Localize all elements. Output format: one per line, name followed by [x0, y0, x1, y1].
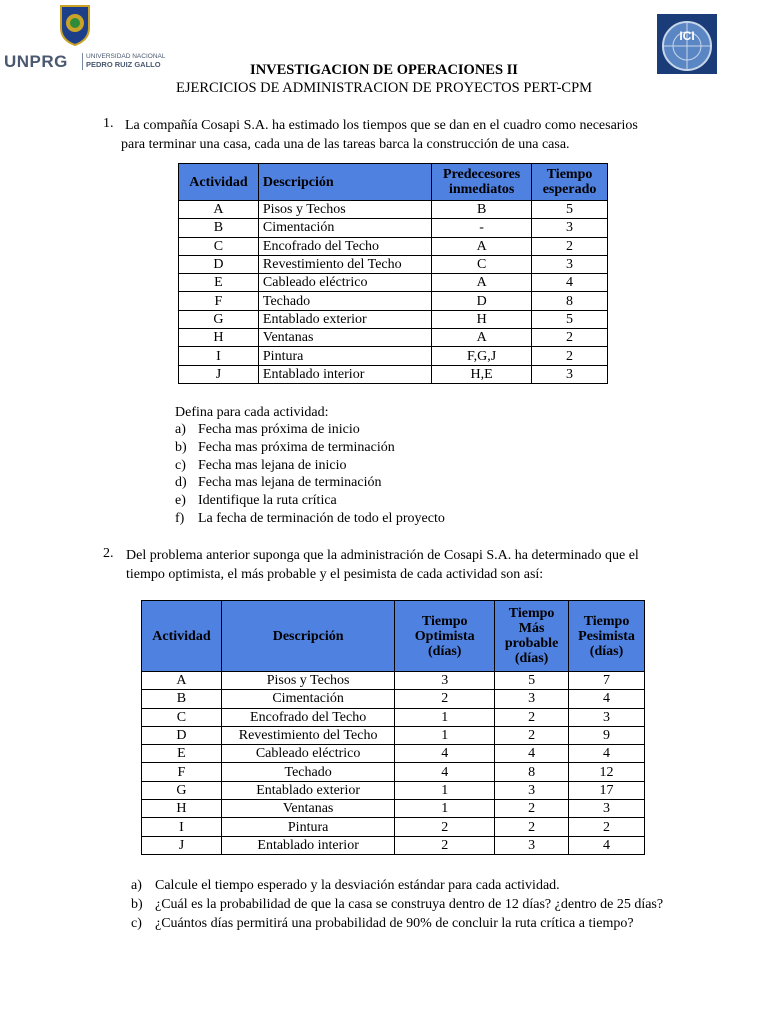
- table-cell: 7: [569, 672, 645, 690]
- table-cell: Techado: [258, 292, 431, 310]
- table-cell: H,E: [432, 365, 532, 383]
- table-cell: Entablado exterior: [258, 310, 431, 328]
- list-item: [175, 457, 445, 475]
- table-cell: 1: [395, 800, 495, 818]
- q1-header-cell: Predecesores inmediatos: [432, 164, 532, 201]
- list-item: [175, 510, 445, 528]
- table-row: [179, 329, 608, 347]
- logo-left-text: UNPRG: [4, 52, 68, 71]
- table-cell: J: [142, 836, 222, 854]
- table-cell: 3: [495, 781, 569, 799]
- list-item-label: c): [131, 916, 142, 931]
- list-item-text: Fecha mas lejana de terminación: [198, 475, 382, 491]
- table-cell: 3: [395, 672, 495, 690]
- logo-right-text: ICI: [679, 29, 695, 43]
- table-cell: 3: [532, 219, 608, 237]
- table-row: [142, 726, 645, 744]
- table-cell: E: [179, 274, 259, 292]
- table-cell: Revestimiento del Techo: [221, 726, 394, 744]
- table-cell: C: [142, 708, 222, 726]
- list-item: [175, 492, 445, 510]
- q2-table: [141, 600, 645, 855]
- table-row: [142, 781, 645, 799]
- table-cell: Pintura: [221, 818, 394, 836]
- table-cell: 2: [395, 690, 495, 708]
- table-cell: 2: [395, 836, 495, 854]
- list-item-label: c): [175, 457, 186, 473]
- table-cell: 1: [395, 708, 495, 726]
- table-row: [179, 274, 608, 292]
- table-cell: 2: [495, 726, 569, 744]
- table-cell: -: [432, 219, 532, 237]
- table-cell: Cableado eléctrico: [258, 274, 431, 292]
- logo-left-subtext: UNIVERSIDAD NACIONAL PEDRO RUIZ GALLO: [82, 53, 165, 70]
- table-cell: H: [432, 310, 532, 328]
- table-cell: Encofrado del Techo: [258, 237, 431, 255]
- q1-table: [178, 163, 608, 384]
- table-cell: 2: [532, 237, 608, 255]
- q2-header-cell: Descripción: [221, 601, 394, 672]
- table-cell: 2: [569, 818, 645, 836]
- table-cell: Cableado eléctrico: [221, 745, 394, 763]
- table-cell: Revestimiento del Techo: [258, 255, 431, 273]
- q1-header-cell: Descripción: [258, 164, 431, 201]
- q1-text-line1: La compañía Cosapi S.A. ha estimado los tiempos que se dan en el cuadro como necesarios: [125, 118, 638, 133]
- table-cell: 3: [495, 690, 569, 708]
- table-cell: 1: [395, 726, 495, 744]
- table-cell: Ventanas: [258, 329, 431, 347]
- q2-item-list: [131, 876, 667, 933]
- q1-text-line2: para terminar una casa, cada una de las tareas barca la construcción de una casa.: [121, 137, 570, 152]
- q1-number: 1.: [103, 116, 114, 131]
- table-cell: Pisos y Techos: [258, 201, 431, 219]
- table-row: [179, 237, 608, 255]
- list-item-text: Identifique la ruta crítica: [198, 493, 337, 509]
- table-cell: 4: [495, 745, 569, 763]
- table-cell: B: [142, 690, 222, 708]
- table-cell: 8: [495, 763, 569, 781]
- q2-number: 2.: [103, 546, 114, 561]
- table-cell: A: [432, 237, 532, 255]
- table-cell: C: [432, 255, 532, 273]
- table-cell: Techado: [221, 763, 394, 781]
- list-item-text: Calcule el tiempo esperado y la desviación estándar para cada actividad.: [155, 878, 560, 893]
- list-item: [175, 421, 445, 439]
- table-cell: 4: [395, 745, 495, 763]
- table-cell: I: [142, 818, 222, 836]
- table-cell: A: [432, 274, 532, 292]
- table-cell: D: [142, 726, 222, 744]
- table-cell: 3: [532, 365, 608, 383]
- table-cell: 1: [395, 781, 495, 799]
- table-cell: 4: [569, 690, 645, 708]
- q2-header-cell: Actividad: [142, 601, 222, 672]
- table-cell: D: [179, 255, 259, 273]
- list-item: [131, 876, 667, 895]
- q2-header-cell: Tiempo Pesimista (días): [569, 601, 645, 672]
- table-cell: F: [142, 763, 222, 781]
- table-cell: G: [179, 310, 259, 328]
- list-item: [175, 474, 445, 492]
- table-cell: D: [432, 292, 532, 310]
- q2-text-line1: Del problema anterior suponga que la administración de Cosapi S.A. ha determinado que el: [126, 548, 639, 563]
- list-item-text: ¿Cuántos días permitirá una probabilidad de 90% de concluir la ruta crítica a tiempo?: [155, 916, 634, 931]
- table-cell: Cimentación: [258, 219, 431, 237]
- table-cell: 5: [532, 201, 608, 219]
- table-cell: 2: [495, 818, 569, 836]
- table-cell: 12: [569, 763, 645, 781]
- q2-header-cell: Tiempo Optimista (días): [395, 601, 495, 672]
- table-cell: I: [179, 347, 259, 365]
- table-row: [142, 800, 645, 818]
- table-row: [142, 672, 645, 690]
- table-row: [179, 292, 608, 310]
- list-item: [175, 439, 445, 457]
- table-cell: J: [179, 365, 259, 383]
- table-cell: Ventanas: [221, 800, 394, 818]
- table-row: [142, 708, 645, 726]
- table-cell: 3: [569, 800, 645, 818]
- table-cell: G: [142, 781, 222, 799]
- table-cell: 3: [569, 708, 645, 726]
- table-cell: E: [142, 745, 222, 763]
- table-row: [142, 836, 645, 854]
- list-item-label: e): [175, 493, 186, 509]
- list-item-label: a): [131, 878, 142, 893]
- table-cell: Entablado interior: [221, 836, 394, 854]
- list-item: [131, 895, 667, 914]
- table-cell: 9: [569, 726, 645, 744]
- table-row: [179, 219, 608, 237]
- table-cell: 17: [569, 781, 645, 799]
- table-cell: H: [179, 329, 259, 347]
- table-row: [142, 763, 645, 781]
- table-cell: A: [179, 201, 259, 219]
- q2-text-line2: tiempo optimista, el más probable y el pesimista de cada actividad son así:: [126, 567, 544, 582]
- table-cell: 4: [569, 745, 645, 763]
- list-item: [131, 914, 667, 933]
- list-item-label: d): [175, 475, 187, 491]
- table-cell: B: [179, 219, 259, 237]
- table-cell: B: [432, 201, 532, 219]
- table-row: [142, 690, 645, 708]
- table-cell: 4: [395, 763, 495, 781]
- table-cell: 2: [395, 818, 495, 836]
- table-cell: 2: [532, 329, 608, 347]
- table-cell: 2: [495, 800, 569, 818]
- q1-header-cell: Tiempo esperado: [532, 164, 608, 201]
- table-cell: 5: [495, 672, 569, 690]
- table-cell: 8: [532, 292, 608, 310]
- table-cell: 2: [495, 708, 569, 726]
- table-cell: F,G,J: [432, 347, 532, 365]
- table-row: [179, 310, 608, 328]
- page-title: INVESTIGACION DE OPERACIONES II: [250, 62, 518, 78]
- table-cell: 5: [532, 310, 608, 328]
- table-cell: C: [179, 237, 259, 255]
- list-item-label: a): [175, 422, 186, 437]
- table-cell: 4: [569, 836, 645, 854]
- q1-define-intro: Defina para cada actividad:: [175, 405, 329, 420]
- table-cell: A: [432, 329, 532, 347]
- q1-header-cell: Actividad: [179, 164, 259, 201]
- table-cell: Pisos y Techos: [221, 672, 394, 690]
- list-item-label: b): [175, 439, 187, 455]
- crest-icon: [58, 4, 92, 46]
- table-row: [142, 745, 645, 763]
- list-item-text: La fecha de terminación de todo el proyecto: [198, 510, 445, 526]
- list-item-text: Fecha mas próxima de terminación: [198, 439, 395, 455]
- table-cell: Entablado exterior: [221, 781, 394, 799]
- table-row: [179, 347, 608, 365]
- table-cell: 3: [532, 255, 608, 273]
- table-row: [142, 818, 645, 836]
- table-row: [179, 365, 608, 383]
- table-cell: Encofrado del Techo: [221, 708, 394, 726]
- page-subtitle: EJERCICIOS DE ADMINISTRACION DE PROYECTOS PERT-CPM: [175, 80, 593, 96]
- table-cell: 2: [532, 347, 608, 365]
- table-cell: Entablado interior: [258, 365, 431, 383]
- table-cell: H: [142, 800, 222, 818]
- table-row: [179, 255, 608, 273]
- list-item-text: ¿Cuál es la probabilidad de que la casa se construya dentro de 12 días? ¿dentro de 25 días?: [155, 897, 664, 912]
- list-item-label: b): [131, 897, 143, 912]
- table-cell: A: [142, 672, 222, 690]
- table-cell: 3: [495, 836, 569, 854]
- list-item-text: Fecha mas lejana de inicio: [198, 457, 347, 473]
- table-cell: F: [179, 292, 259, 310]
- q1-item-list: [175, 421, 445, 528]
- table-cell: Cimentación: [221, 690, 394, 708]
- table-cell: Pintura: [258, 347, 431, 365]
- q2-header-cell: Tiempo Más probable (días): [495, 601, 569, 672]
- table-cell: 4: [532, 274, 608, 292]
- list-item-label: f): [175, 510, 185, 526]
- list-item-text: Fecha mas próxima de inicio: [198, 422, 360, 437]
- table-row: [179, 201, 608, 219]
